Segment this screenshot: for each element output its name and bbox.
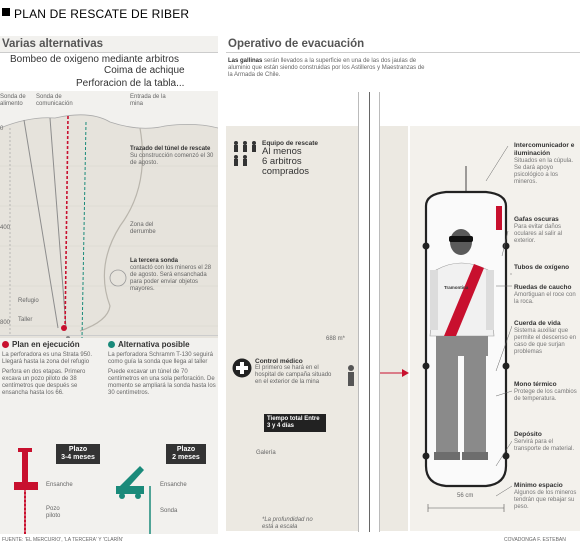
alt-p2: Puede excavar un túnel de 70 centímetros en una sola perforación. De momento se ampliará la sonda hasta los 30 centímetros. <box>108 369 216 396</box>
label-sonda-alt: Sonda <box>160 508 178 514</box>
control-medico-block <box>232 358 332 386</box>
alt-title: Alternativa posible <box>118 340 190 349</box>
trazado-body: Su construcción comenzó el 30 de agosto. <box>130 153 214 166</box>
source-footer: FUENTE: 'EL MERCURIO', 'LA TERCERA' Y 'CLARÍN' <box>2 537 124 543</box>
note-perforacion: Perforacion de la tabla... <box>76 78 185 89</box>
callout-gafas: Gafas oscuras Para evitar daños oculares al salir al exterior. <box>514 216 563 244</box>
zoom-arrow-icon <box>380 366 410 380</box>
plazo-ejecucion-value: 3-4 meses <box>61 454 95 461</box>
equipo-hand-2: comprados <box>262 166 309 177</box>
tiempo-total-badge: Tiempo total Entre 3 y 4 días <box>264 414 326 432</box>
label-ensanche-ejec: Ensanche <box>46 482 73 488</box>
left-section-title: Varias alternativas <box>2 38 104 50</box>
depth-label: 688 m* <box>326 336 346 342</box>
note-bombeo: Bombeo de oxigeno mediante arbitros <box>10 54 179 65</box>
galeria-label: Galería <box>256 450 276 456</box>
callout-ruedas: Ruedas de caucho Amortiguan el roce con la roca. <box>514 284 576 305</box>
refugio-point <box>61 325 67 331</box>
note-coima: Coima de achique <box>104 65 185 76</box>
plan-title: Plan en ejecución <box>12 340 80 349</box>
header-bar <box>0 0 580 27</box>
label-pozo-piloto: Pozo piloto <box>46 506 61 519</box>
callout-leaders <box>466 136 512 536</box>
label-sonda-comunicacion: Sonda de comunicación <box>36 94 73 107</box>
right-section-title: Operativo de evacuación <box>228 38 365 50</box>
left-panel <box>0 36 218 534</box>
callout-mono: Mono térmico Protege de los cambios de temperatura. <box>514 381 577 402</box>
alternativa-block <box>108 340 216 397</box>
title-square-icon <box>2 8 10 16</box>
left-divider-2 <box>0 335 218 336</box>
intro-body: serán llevados a la superficie en una de las dos jaulas de aluminio que están siendo construidas por los Astilleros y Maestranzas de la Armada de Chile. <box>228 58 425 78</box>
intro-text <box>228 58 428 79</box>
equipo-rescate-block <box>232 140 342 177</box>
tercera-title: La tercera sonda <box>130 258 179 264</box>
rock-mass-left <box>226 126 408 531</box>
label-entrada-mina: Entrada de la mina <box>130 94 166 107</box>
plan-ejecucion-block <box>2 340 102 397</box>
alt-p1: La perforadora Schramm T-130 seguirá como guía la sonda que llega al taller <box>108 352 213 365</box>
plan-bullet-icon <box>2 341 9 348</box>
tercera-callout <box>130 258 216 293</box>
page-title: PLAN DE RESCATE DE RIBER <box>14 7 190 21</box>
plazo-alt-value: 2 meses <box>172 454 200 461</box>
right-divider <box>226 52 580 53</box>
credit-footer: COVADONGA F. ESTEBAN <box>504 537 566 543</box>
plan-p1: La perforadora es una Strata 950. Llegará hasta la zona del refugio <box>2 352 93 365</box>
profundidad-note: *La profundidad no está a escala <box>262 517 313 530</box>
depth-label-0: 0 <box>0 126 4 132</box>
callout-tubos: Tubos de oxígeno <box>514 264 570 271</box>
width-label: 56 cm <box>457 493 474 499</box>
depth-label-400: 400 <box>0 225 11 231</box>
plan-p2: Perfora en dos etapas. Primero excava un pozo piloto de 38 centímetros que después se ensancha hasta los 66. <box>2 369 86 396</box>
medical-cross-icon <box>232 358 252 378</box>
shirt-sponsor: Tramontina <box>444 285 469 290</box>
plazo-ejecucion-label: Plazo <box>68 446 88 453</box>
label-refugio: Refugio <box>18 298 39 304</box>
trazado-title: Trazado del túnel de rescate <box>130 146 211 152</box>
plazo-ejecucion-badge <box>56 444 100 464</box>
callout-cuerda: Cuerda de vida Sistema auxiliar que permite el descenso en caso de que surjan problemas <box>514 320 577 355</box>
label-sonda-alimento: Sonda de alimento <box>0 94 26 107</box>
label-ensanche-alt: Ensanche <box>160 482 187 488</box>
plazo-alt-label: Plazo <box>176 446 196 453</box>
intro-bold: Las gallinas <box>228 58 263 64</box>
miner-icon <box>344 364 358 388</box>
equipo-hand-1: 6 arbitros <box>262 156 302 167</box>
label-taller: Taller <box>18 317 33 323</box>
callout-minimo: Mínimo espacio Algunos de los mineros tendrán que rebajar su peso. <box>514 482 577 510</box>
callout-intercomunicador: Intercomunicador e iluminación Situados en la cúpula. Se dará apoyo psicológico a los mineros. <box>514 142 575 185</box>
callout-deposito: Depósito Servirá para el transporte de material. <box>514 431 575 452</box>
right-panel <box>226 36 580 534</box>
winch-cable <box>369 92 370 532</box>
label-zona-derrumbe: Zona del derrumbe <box>130 222 156 235</box>
alt-bullet-icon <box>108 341 115 348</box>
control-title: Control médico <box>255 358 303 365</box>
depth-label-800: 800 <box>0 320 11 326</box>
equipo-hand-0: Al menos <box>262 146 302 157</box>
trazado-callout <box>130 146 216 167</box>
plazo-alt-badge <box>166 444 206 464</box>
strata-950-drill <box>14 448 38 534</box>
control-body: El primero se hará en el hospital de campaña situado en el exterior de la mina <box>255 365 332 385</box>
schramm-t130-drill <box>116 466 150 534</box>
rescue-team-icon <box>232 140 258 168</box>
tercera-body: contactó con los mineros el 28 de agosto. Será ensanchada para poder enviar objetos mayores. <box>130 265 212 292</box>
equipo-title: Equipo de rescate <box>262 140 318 147</box>
